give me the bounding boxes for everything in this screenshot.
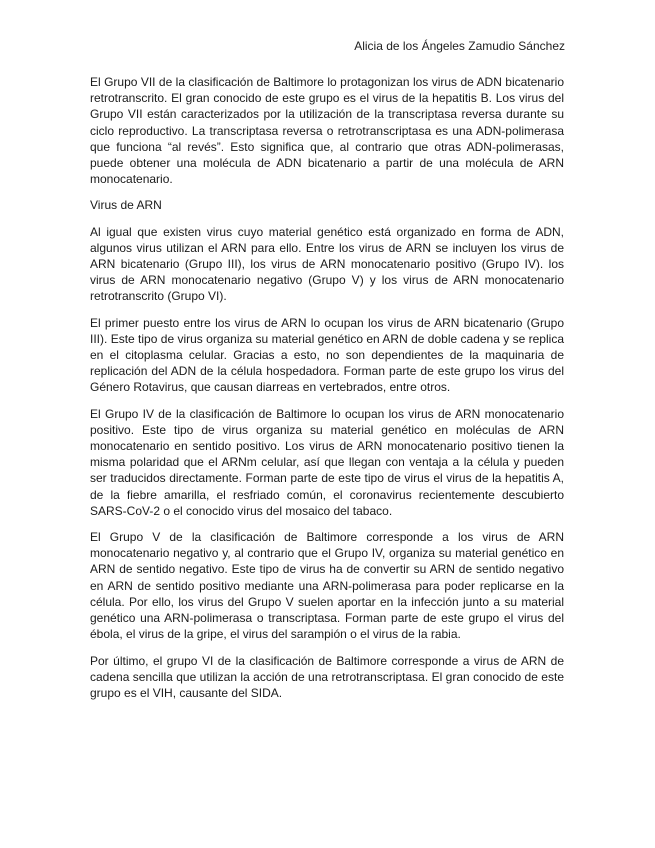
paragraph-virus-arn-intro: Al igual que existen virus cuyo material genético está organizado en forma de ADN, algunos virus utilizan el ARN para ello. Entre los virus de ARN se incluyen los virus de ARN bicatenario (Grupo III), los virus de ARN monocatenario positivo (Grupo IV). los virus de ARN monocatenario negativo (Grupo V) y los virus de ARN monocatenario retrotranscrito (Grupo VI). xyxy=(90,224,564,304)
section-heading-virus-arn: Virus de ARN xyxy=(90,198,162,213)
paragraph-grupo-iii: El primer puesto entre los virus de ARN lo ocupan los virus de ARN bicatenario (Grupo III). Este tipo de virus organiza su material genético en ARN de doble cadena y se replica en el citoplasma celular. Gracias a esto, no son dependientes de la maquinaria de replicación del ADN de la célula hospedadora. Forman parte de este grupo los virus del Género Rotavirus, que causan diarreas en vertebrados, entre otros. xyxy=(90,315,564,395)
header-author: Alicia de los Ángeles Zamudio Sánchez xyxy=(354,39,565,53)
document-body xyxy=(90,74,564,711)
paragraph-grupo-vi: Por último, el grupo VI de la clasificación de Baltimore corresponde a virus de ARN de cadena sencilla que utilizan la acción de una retrotranscriptasa. El gran conocido de este grupo es el VIH, causante del SIDA. xyxy=(90,653,564,700)
paragraph-grupo-iv: El Grupo IV de la clasificación de Baltimore lo ocupan los virus de ARN monocatenario positivo. Este tipo de virus organiza su material genético en moléculas de ARN monocatenario en sentido positivo. Los virus de ARN monocatenario positivo tienen la misma polaridad que el ARNm celular, así que llegan con ventaja a la célula y pueden ser traducidos directamente. Forman parte de este tipo de virus el virus de la hepatitis A, de la fiebre amarilla, el resfriado común, el coronavirus recientemente descubierto SARS-CoV-2 o el conocido virus del mosaico del tabaco. xyxy=(90,406,564,518)
paragraph-grupo-vii: El Grupo VII de la clasificación de Baltimore lo protagonizan los virus de ADN bicatenario retrotranscrito. El gran conocido de este grupo es el virus de la hepatitis B. Los virus del Grupo VII están caracterizados por la utilización de la transcriptasa reversa durante su ciclo reproductivo. La transcriptasa reversa o retrotranscriptasa es una ADN-polimerasa que funciona “al revés”. Esto significa que, al contrario que otras ADN-polimerasas, puede obtener una molécula de ADN bicatenario a partir de una molécula de ARN monocatenario. xyxy=(90,75,564,187)
paragraph-grupo-v: El Grupo V de la clasificación de Baltimore corresponde a los virus de ARN monocatenario negativo y, al contrario que el Grupo IV, organiza su material genético en ARN de sentido negativo. Este tipo de virus ha de convertir su ARN de sentido negativo en ARN de sentido positivo mediante una ARN-polimerasa para poder replicarse en la célula. Por ello, los virus del Grupo V suelen aportar en la infección junto a su material genético una ARN-polimerasa o transcriptasa. Forman parte de este grupo el virus del ébola, el virus de la gripe, el virus del sarampión o el virus de la rabia. xyxy=(90,530,564,642)
